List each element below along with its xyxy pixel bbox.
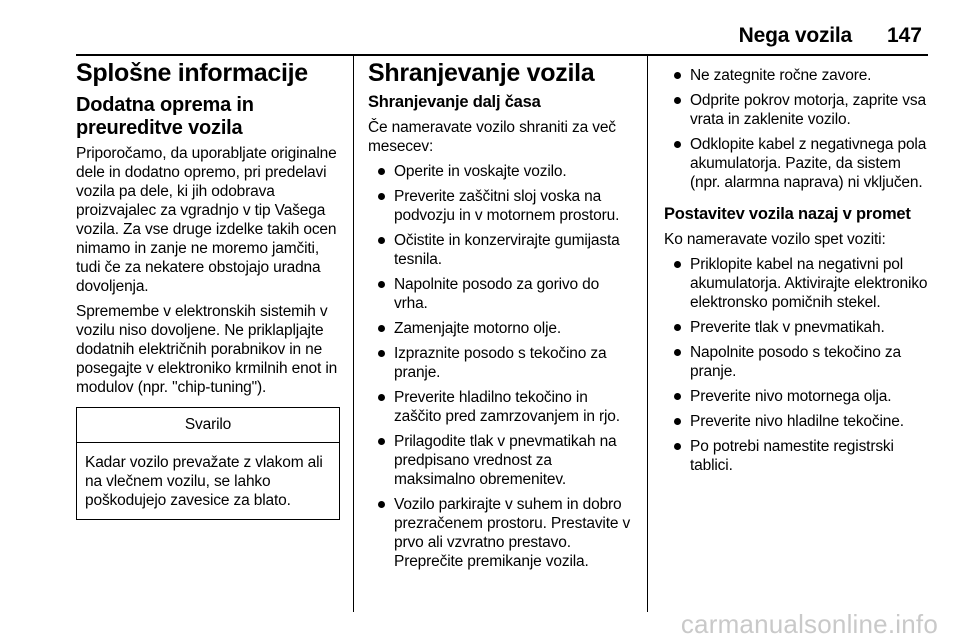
column-divider-2	[647, 56, 648, 612]
list-item: Operite in voskajte vozilo.	[368, 162, 636, 181]
intro-text: Ko nameravate vozilo spet voziti:	[664, 231, 886, 248]
bullet-icon	[674, 349, 681, 356]
bullet-icon	[378, 394, 385, 401]
subsection-title: Dodatna oprema in preureditve vozila	[76, 94, 254, 139]
warning-box	[76, 407, 340, 520]
watermark: carmanualsonline.info	[680, 609, 938, 639]
bullet-icon	[674, 393, 681, 400]
list-item: Vozilo parkirajte v suhem in dobro prezračenem prostoru. Prestavite v prvo ali vzvratno prestavo. Preprečite premikanje vozila.	[368, 495, 636, 571]
bullet-icon	[674, 72, 681, 79]
list-item: Priklopite kabel na negativni pol akumulatorja. Aktivirajte elektroniko elektronsko pomičnih stekel.	[664, 255, 932, 312]
list-item: Po potrebi namestite registrski tablici.	[664, 437, 932, 475]
subsection-title: Shranjevanje dalj časa	[368, 93, 541, 111]
list-item: Izpraznite posodo s tekočino za pranje.	[368, 344, 636, 382]
list-item: Odklopite kabel z negativnega pola akumulatorja. Pazite, da sistem (npr. alarmna naprava) ni vključen.	[664, 135, 932, 192]
list-item: Ne zategnite ročne zavore.	[664, 66, 932, 85]
list-item: Preverite nivo motornega olja.	[664, 387, 932, 406]
warning-text: Kadar vozilo prevažate z vlakom ali na vlečnem vozilu, se lahko poškodujejo zavesice za blato.	[85, 454, 323, 509]
bullet-icon	[378, 193, 385, 200]
bullet-list	[664, 255, 932, 475]
column-1	[76, 58, 340, 520]
paragraph: Priporočamo, da uporabljate originalne dele in dodatno opremo, pri predelavi vozila pa dele, ki jih odobrava proizvajalec za vgradnjo v tip Vašega vozila. Za vse druge izdelke takih ocen nimamo in zanje ne moremo jamčiti, tudi če za nekatere obstojajo uradna dovoljenja.	[76, 145, 337, 295]
paragraph: Spremembe v elektronskih sistemih v vozilu niso dovoljene. Ne priklapljajte dodatnih električnih porabnikov in ne posegajte v elektroniko krmilnih enot in modulov (npr. "chip-tuning").	[76, 303, 338, 396]
section-title: Splošne informacije	[76, 59, 308, 87]
bullet-icon	[378, 281, 385, 288]
list-item: Zamenjajte motorno olje.	[368, 319, 636, 338]
list-item: Preverite zaščitni sloj voska na podvozju in v motornem prostoru.	[368, 187, 636, 225]
subsection-title: Postavitev vozila nazaj v promet	[664, 205, 911, 223]
bullet-icon	[378, 438, 385, 445]
bullet-icon	[674, 443, 681, 450]
chapter-title: Nega vozila	[738, 24, 852, 47]
bullet-icon	[378, 325, 385, 332]
bullet-icon	[674, 97, 681, 104]
list-item: Napolnite posodo s tekočino za pranje.	[664, 343, 932, 381]
list-item: Prilagodite tlak v pnevmatikah na predpisano vrednost za maksimalno obremenitev.	[368, 432, 636, 489]
list-item: Očistite in konzervirajte gumijasta tesnila.	[368, 231, 636, 269]
page-number: 147	[886, 24, 922, 47]
column-3	[664, 66, 932, 483]
bullet-icon	[674, 418, 681, 425]
bullet-icon	[378, 501, 385, 508]
bullet-list	[368, 162, 636, 571]
intro-text: Če nameravate vozilo shraniti za več mesecev:	[368, 119, 616, 155]
bullet-icon	[378, 237, 385, 244]
warning-heading: Svarilo	[77, 408, 339, 443]
column-2	[368, 58, 636, 579]
list-item: Odprite pokrov motorja, zaprite vsa vrata in zaklenite vozilo.	[664, 91, 932, 129]
list-item: Preverite hladilno tekočino in zaščito pred zamrzovanjem in rjo.	[368, 388, 636, 426]
bullet-icon	[674, 261, 681, 268]
bullet-list	[664, 66, 932, 192]
bullet-icon	[378, 168, 385, 175]
list-item: Napolnite posodo za gorivo do vrha.	[368, 275, 636, 313]
column-divider-1	[353, 56, 354, 612]
bullet-icon	[674, 324, 681, 331]
list-item: Preverite tlak v pnevmatikah.	[664, 318, 932, 337]
page-header	[0, 24, 960, 54]
bullet-icon	[378, 350, 385, 357]
section-title: Shranjevanje vozila	[368, 59, 595, 87]
bullet-icon	[674, 141, 681, 148]
list-item: Preverite nivo hladilne tekočine.	[664, 412, 932, 431]
header-rule	[76, 54, 928, 56]
